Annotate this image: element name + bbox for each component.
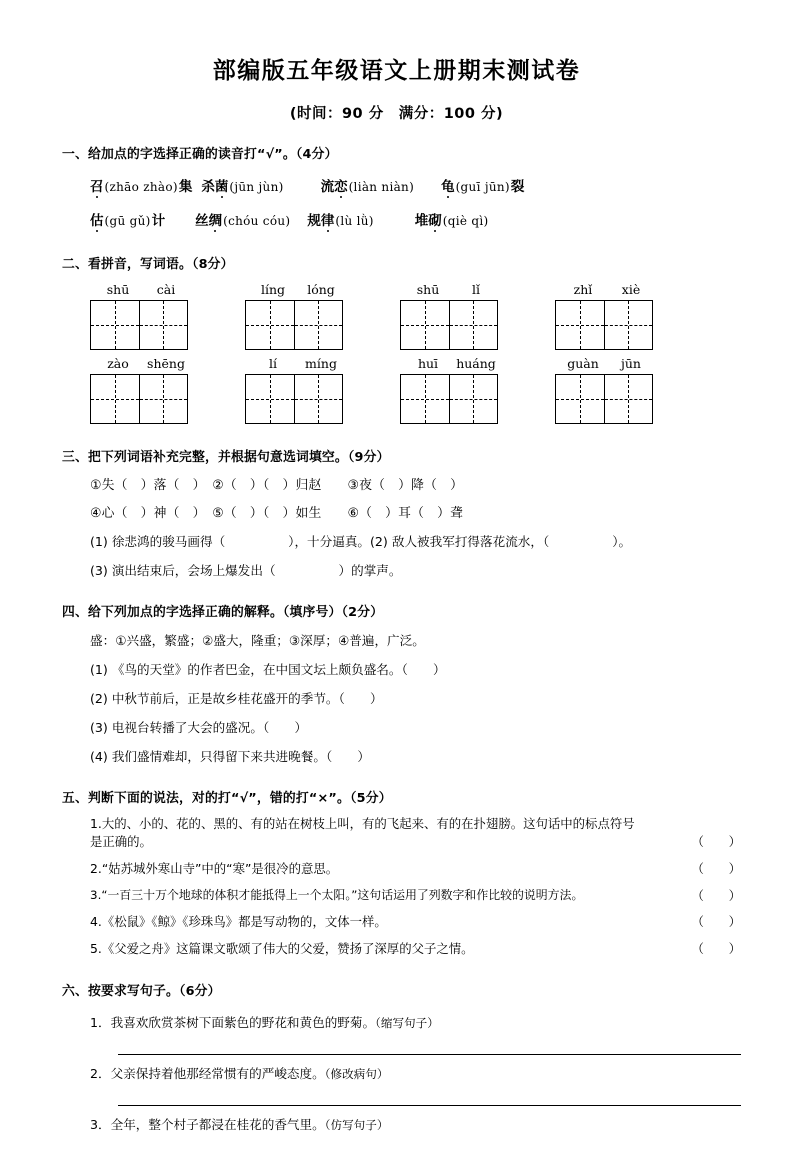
section-two-body — [90, 282, 741, 424]
pinyin-syllable: guàn — [567, 356, 599, 371]
answer-parenthesis[interactable]: （ ） — [691, 860, 741, 876]
tianzige-cell[interactable] — [401, 301, 449, 349]
page-subtitle: (时间：90 分 满分：100 分) — [289, 106, 504, 122]
answer-line[interactable] — [118, 1105, 741, 1106]
leading-character: 规 — [307, 213, 321, 229]
leading-character: 流 — [320, 179, 335, 195]
pinyin-syllable: huī — [417, 356, 439, 371]
section-six-body — [90, 1012, 741, 1133]
tianzige-cell[interactable] — [449, 375, 497, 423]
tianzige-row — [90, 282, 741, 350]
tianzige-unit — [245, 356, 400, 424]
tianzige-cell[interactable] — [449, 301, 497, 349]
leading-character: 丝 — [195, 213, 209, 229]
tianzige-unit — [245, 282, 400, 350]
pinyin-syllable: míng — [305, 356, 337, 371]
tianzige-grid[interactable] — [90, 300, 188, 350]
answer-line[interactable] — [118, 1054, 741, 1055]
pinyin-options[interactable]: (qiè qì) — [442, 214, 489, 228]
true-false-text: 3.“一百三十万个地球的体积才能抵得上一个太阳。”这句话运用了列数字和作比较的说明方法。 — [90, 887, 584, 902]
pinyin-options[interactable]: (zhāo zhào) — [104, 180, 178, 194]
pinyin-syllable: cài — [156, 282, 176, 297]
item-text: 我喜欢欣赏茶树下面紫色的野花和黄色的野菊。 — [110, 1015, 376, 1031]
fill-in-sentence[interactable]: (3) 演出结束后，会场上爆发出（ ）的掌声。 — [90, 563, 402, 578]
tianzige-cell[interactable] — [294, 375, 342, 423]
tianzige-grid[interactable] — [400, 374, 498, 424]
tianzige-unit — [90, 282, 245, 350]
tianzige-grid[interactable] — [555, 300, 653, 350]
tianzige-grid[interactable] — [555, 374, 653, 424]
item-text: 父亲保持着他那经常惯有的严峻态度。 — [110, 1066, 325, 1082]
true-false-item[interactable] — [90, 913, 741, 931]
pinyin-label-pair — [555, 356, 710, 371]
pinyin-label-pair — [245, 356, 400, 371]
pinyin-syllable: shū — [106, 282, 130, 297]
tianzige-cell[interactable] — [246, 375, 294, 423]
answer-parenthesis[interactable]: （ ） — [691, 887, 741, 903]
pinyin-syllable: xiè — [621, 282, 641, 297]
pinyin-label-pair — [400, 282, 555, 297]
tianzige-cell[interactable] — [294, 301, 342, 349]
tianzige-cell[interactable] — [246, 301, 294, 349]
item-note: （缩写句子） — [375, 1016, 439, 1031]
true-false-text-cont: 是正确的。 — [90, 833, 152, 849]
tianzige-unit — [555, 282, 710, 350]
pinyin-choice-row — [90, 175, 741, 195]
section-one-body — [90, 175, 741, 229]
pinyin-syllable: zào — [107, 356, 129, 371]
pinyin-syllable: zhǐ — [573, 282, 593, 297]
item-number: 2． — [90, 1066, 111, 1082]
idiom-row[interactable]: ①失（ ）落（ ） ②（ ）（ ）归赵 ③夜（ ）降（ ） — [90, 478, 464, 493]
pinyin-options[interactable]: (chóu cóu) — [223, 214, 291, 228]
tianzige-unit — [400, 356, 555, 424]
trailing-character: 集 — [178, 179, 193, 195]
true-false-item[interactable] — [90, 860, 741, 878]
item-note: （仿写句子） — [324, 1118, 389, 1133]
tianzige-cell[interactable] — [556, 301, 604, 349]
leading-character: 杀 — [201, 179, 215, 195]
pinyin-choice-item[interactable] — [415, 209, 490, 229]
section-five-body — [90, 815, 741, 958]
dotted-character: 召 — [90, 175, 104, 195]
tianzige-cell[interactable] — [604, 375, 652, 423]
section-four-body — [90, 630, 741, 765]
tianzige-cell[interactable] — [139, 375, 187, 423]
pinyin-syllable: jūn — [621, 356, 641, 371]
pinyin-choice-item[interactable] — [90, 175, 192, 195]
tianzige-row — [90, 356, 741, 424]
pinyin-options[interactable]: (lù lǜ) — [335, 214, 374, 228]
item-number: 3． — [90, 1117, 111, 1133]
section-three — [62, 446, 741, 579]
true-false-item[interactable] — [90, 940, 741, 958]
pinyin-options[interactable]: (liàn niàn) — [348, 180, 415, 194]
pinyin-choice-row — [90, 209, 741, 229]
dotted-character: 估 — [90, 209, 104, 229]
pinyin-syllable: huáng — [456, 356, 496, 371]
section-two-heading: 二、看拼音，写词语。（8分） — [62, 257, 234, 272]
pinyin-syllable: shēng — [147, 356, 185, 371]
definition-question[interactable]: (1) 《鸟的天堂》的作者巴金，在中国文坛上颇负盛名。（ ） — [90, 662, 446, 677]
answer-parenthesis[interactable]: （ ） — [691, 941, 741, 957]
pinyin-choice-item[interactable] — [90, 209, 165, 229]
section-one — [62, 143, 741, 229]
tianzige-cell[interactable] — [91, 375, 139, 423]
definition-question[interactable]: (4) 我们盛情难却，只得留下来共进晚餐。（ ） — [90, 749, 371, 764]
pinyin-choice-item[interactable] — [195, 209, 291, 229]
exam-paper-page — [0, 52, 793, 1174]
pinyin-options[interactable]: (gū gǔ) — [104, 214, 151, 228]
true-false-text: 1.大的、小的、花的、黑的、有的站在树枝上叫，有的飞起来、有的在扑翅膀。这句话中的标点符号 — [90, 816, 635, 831]
definition-question[interactable]: (2) 中秋节前后，正是故乡桂花盛开的季节。（ ） — [90, 691, 383, 706]
dotted-character: 绸 — [209, 209, 223, 229]
section-four — [62, 601, 741, 765]
answer-parenthesis[interactable]: （ ） — [691, 914, 741, 930]
tianzige-cell[interactable] — [401, 375, 449, 423]
pinyin-syllable: líng — [260, 282, 286, 297]
tianzige-cell[interactable] — [91, 301, 139, 349]
answer-parenthesis[interactable]: （ ） — [691, 834, 741, 849]
write-sentence-item — [90, 1063, 741, 1082]
true-false-text: 5.《父爱之舟》这篇课文歌颂了伟大的父爱，赞扬了深厚的父子之情。 — [90, 941, 474, 957]
pinyin-syllable: shū — [416, 282, 440, 297]
pinyin-choice-item[interactable] — [321, 175, 416, 195]
section-three-body — [90, 474, 741, 579]
pinyin-choice-item[interactable] — [307, 209, 374, 229]
true-false-item[interactable] — [90, 887, 741, 904]
tianzige-cell[interactable] — [556, 375, 604, 423]
pinyin-choice-item[interactable] — [441, 175, 524, 195]
section-six-heading: 六、按要求写句子。（6分） — [62, 984, 221, 1000]
tianzige-grid[interactable] — [90, 374, 188, 424]
tianzige-grid[interactable] — [400, 300, 498, 350]
pinyin-options[interactable]: (guī jūn) — [455, 180, 510, 194]
section-five — [62, 787, 741, 958]
dotted-character: 恋 — [334, 175, 348, 195]
item-note: （修改病句） — [324, 1067, 389, 1082]
dotted-character: 砌 — [428, 209, 442, 229]
tianzige-grid[interactable] — [245, 300, 343, 350]
pinyin-label-pair — [245, 282, 400, 297]
section-five-heading: 五、判断下面的说法，对的打“√”，错的打“×”。（5分） — [62, 791, 392, 806]
true-false-text: 2.“姑苏城外寒山寺”中的“寒”是很冷的意思。 — [90, 860, 339, 876]
tianzige-cell[interactable] — [139, 301, 187, 349]
item-text: 全年，整个村子都浸在桂花的香气里。 — [110, 1117, 325, 1133]
pinyin-label-pair — [90, 356, 245, 371]
dotted-character: 律 — [321, 209, 335, 229]
pinyin-choice-item[interactable] — [201, 175, 284, 195]
item-number: 1． — [90, 1015, 111, 1031]
section-one-heading: 一、给加点的字选择正确的读音打“√”。（4分） — [62, 147, 338, 162]
section-four-heading: 四、给下列加点的字选择正确的解释。（填序号）（2分） — [62, 605, 384, 620]
pinyin-options[interactable]: (jūn jùn) — [229, 180, 284, 194]
tianzige-unit — [90, 356, 245, 424]
dotted-character: 龟 — [441, 175, 455, 195]
section-two — [62, 253, 741, 424]
idiom-row[interactable]: ④心（ ）神（ ） ⑤（ ）（ ）如生 ⑥（ ）耳（ ）聋 — [90, 506, 464, 521]
trailing-character: 计 — [151, 213, 166, 229]
section-three-heading: 三、把下列词语补充完整，并根据句意选词填空。（9分） — [62, 450, 390, 465]
true-false-item[interactable] — [90, 815, 741, 851]
pinyin-label-pair — [555, 282, 710, 297]
tianzige-grid[interactable] — [245, 374, 343, 424]
pinyin-label-pair — [400, 356, 555, 371]
page-title: 部编版五年级语文上册期末测试卷 — [212, 57, 581, 84]
tianzige-unit — [555, 356, 710, 424]
write-sentence-item — [90, 1114, 741, 1133]
dotted-character: 菌 — [215, 175, 229, 195]
definition-question[interactable]: (3) 电视台转播了大会的盛况。（ ） — [90, 720, 308, 735]
pinyin-syllable: lí — [269, 356, 277, 371]
leading-character: 堆 — [414, 213, 429, 229]
pinyin-syllable: lóng — [307, 282, 335, 297]
section-six — [62, 980, 741, 1133]
pinyin-label-pair — [90, 282, 245, 297]
write-sentence-item — [90, 1012, 741, 1031]
definition-key: 盛：①兴盛，繁盛；②盛大，隆重；③深厚；④普遍，广泛。 — [90, 633, 425, 648]
true-false-text: 4.《松鼠》《鲸》《珍珠鸟》都是写动物的，文体一样。 — [90, 914, 387, 930]
tianzige-unit — [400, 282, 555, 350]
trailing-character: 裂 — [510, 179, 525, 195]
fill-in-sentence[interactable]: (1) 徐悲鸿的骏马画得（ ），十分逼真。(2) 敌人被我军打得落花流水，（ ）。 — [90, 534, 632, 549]
tianzige-cell[interactable] — [604, 301, 652, 349]
pinyin-syllable: lǐ — [472, 282, 480, 297]
